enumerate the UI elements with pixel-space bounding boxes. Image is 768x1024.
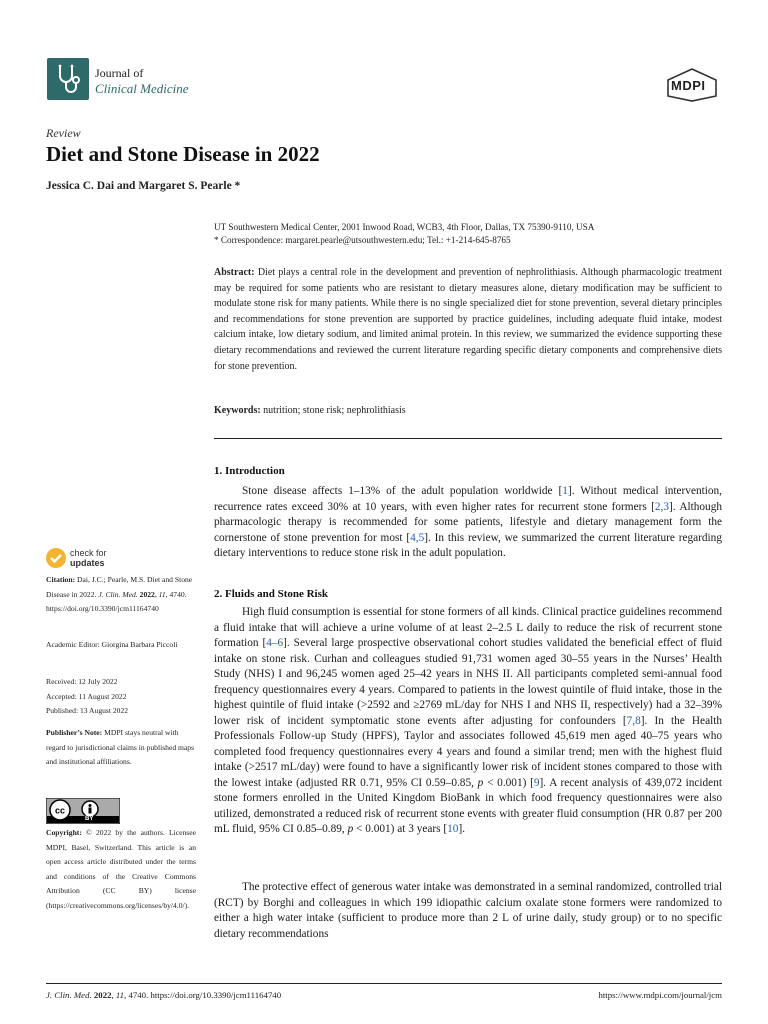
- abstract: [214, 265, 722, 374]
- affiliation-block: [214, 221, 724, 247]
- abstract-label: Abstract:: [214, 267, 255, 278]
- publisher-note-text: MDPI stays neutral with regard to jurisdictional claims in published maps and institutional affiliations.: [46, 728, 195, 767]
- text: < 0.001) [: [483, 776, 534, 789]
- mdpi-logo: [666, 68, 718, 102]
- reference-link[interactable]: 4,5: [410, 531, 425, 544]
- text: ].: [458, 823, 466, 835]
- text: ]. In this review, we summarized the current literature regarding dietary interventions to reduce stone risk in the adult population.: [214, 531, 722, 559]
- footer-citation: J. Clin. Med. 2022, 11, 4740. https://doi.org/10.3390/jcm11164740: [46, 990, 282, 1000]
- journal-name: [95, 66, 189, 96]
- text: p: [477, 776, 484, 789]
- text: ]. A recent analysis of 439,072 incident stone formers enrolled in the United Kingdom BioBank in which food frequency questionnaires were also utilized, demonstrated a reduced risk of recurrent stone events with greater fluid consumption (HR 0.87 per 200 mL fluid, 95% CI 0.85–0.89,: [214, 776, 722, 835]
- received-date: Received: 12 July 2022: [46, 677, 118, 686]
- footer-volume: 11: [115, 990, 125, 1000]
- section-heading-fluids: 2. Fluids and Stone Risk: [214, 588, 329, 600]
- accepted-date: Accepted: 11 August 2022: [46, 691, 127, 701]
- reference-link[interactable]: 2,3: [654, 500, 669, 513]
- text: ]. In the Health Professionals Follow-up Study (HPFS), Taylor and associates followed 45,619 men aged 40–75 years who completed food frequency questionnaires every 4 years and found a similar trend; men with the highest fluid intake (>2517 mL/day) were found to have a significantly lower risk of incident stones compared to those with the lowest intake (adjusted RR 0.71, 95% CI 0.59–0.85,: [214, 714, 723, 789]
- cc-by-text: BY: [85, 816, 94, 822]
- keywords-text: nutrition; stone risk; nephrolithiasis: [263, 405, 406, 416]
- stethoscope-icon: [47, 58, 89, 100]
- keywords-label: Keywords:: [214, 405, 261, 416]
- section-heading-introduction: 1. Introduction: [214, 465, 285, 477]
- copyright-text: © 2022 by the authors. Licensee MDPI, Basel, Switzerland. This article is an open access article distributed under the terms and conditions of the Creative Commons Attribution (CC BY) license (https://creativecommons.org/licenses/by/4.0/).: [46, 828, 196, 910]
- journal-logo: [47, 58, 89, 100]
- citation-text: Dai, J.C.; Pearle, M.S. Diet and Stone Disease in 2022.: [46, 575, 193, 599]
- citation-year: 2022: [139, 589, 155, 599]
- text: High fluid consumption is essential for stone formers of all kinds. Clinical practice guidelines recommend a fluid intake that will achieve a urine volume of at least 2–2.5 L daily to reduce the risk of recurrent stone formation [: [214, 606, 722, 649]
- correspondence: * Correspondence: margaret.pearle@utsouthwestern.edu; Tel.: +1-214-645-8765: [214, 235, 511, 245]
- creative-commons-icon: [46, 798, 120, 824]
- footer-year: 2022: [93, 990, 112, 1000]
- citation-doi: , 4740. https://doi.org/10.3390/jcm11164740: [46, 589, 187, 614]
- text: ]. Without medical intervention, recurrence rates exceed 30% at 10 years, with even higher rates for recurrent stone formers [: [214, 485, 722, 513]
- publisher-note-label: Publisher’s Note:: [46, 728, 103, 737]
- dates: [46, 675, 196, 719]
- text: p: [347, 823, 354, 835]
- cc-by-license-badge[interactable]: [46, 798, 120, 824]
- footer-journal-url[interactable]: https://www.mdpi.com/journal/jcm: [598, 990, 722, 1000]
- footer-divider: [46, 983, 722, 984]
- article-type: Review: [46, 126, 81, 140]
- journal-title: Clinical Medicine: [95, 81, 189, 96]
- copyright: [46, 826, 196, 914]
- published-date: Published: 13 August 2022: [46, 706, 129, 716]
- text: Stone disease affects 1–13% of the adult population worldwide [: [242, 485, 563, 497]
- paragraph-introduction: [214, 484, 722, 562]
- affiliation: UT Southwestern Medical Center, 2001 Inwood Road, WCB3, 4th Floor, Dallas, TX 75390-9110, USA: [214, 222, 595, 232]
- reference-link[interactable]: 4–6: [266, 637, 284, 649]
- reference-link[interactable]: 9: [533, 776, 540, 789]
- citation-label: Citation:: [46, 575, 76, 584]
- reference-link[interactable]: 1: [562, 485, 568, 497]
- divider: [214, 438, 722, 439]
- abstract-text: Diet plays a central role in the development and prevention of nephrolithiasis. Although pharmacologic treatment may be required for some patients who are resistant to dietary measures alone, dietary modification may be sufficient to modulate stone risk for many patients. While there is no single specialized diet for stone prevention, several dietary principles and recommendations for stone prevention are supported by practice guidelines, including adequate fluid intake, modest calcium intake, low dietary sodium, and limited animal protein. In this review, we summarized the evidence supporting these dietary recommendations and reviewed the current literature regarding specific dietary components and comprehensive diets for stone prevention.: [214, 267, 722, 372]
- text: ]. Although pharmacologic therapy is recommended for some patients, lifestyle and dietary management form the cornerstone of stone prevention for most [: [214, 500, 723, 544]
- mdpi-logo-text: MDPI: [671, 78, 706, 93]
- check-updates-icon: [46, 548, 66, 568]
- svg-text:cc: cc: [54, 805, 66, 816]
- citation: Citation: Dai, J.C.; Pearle, M.S. Diet and Stone Disease in 2022. J. Clin. Med. 2022, 11, 4740. https://doi.org/10.3390/jcm11164740: [46, 575, 193, 614]
- academic-editor: Academic Editor: Giorgina Barbara Piccoli: [46, 640, 178, 649]
- authors: Jessica C. Dai and Margaret S. Pearle *: [46, 180, 241, 192]
- footer-journal: J. Clin. Med.: [46, 990, 92, 1000]
- reference-link[interactable]: 7,8: [626, 714, 641, 727]
- footer-doi[interactable]: , 4740. https://doi.org/10.3390/jcm11164740: [124, 990, 282, 1000]
- paragraph-fluids-2: The protective effect of generous water intake was demonstrated in a seminal randomized, controlled trial (RCT) by Borghi and colleagues in which 199 idiopathic calcium oxalate stone formers were randomized to either a high water intake (sufficient to produce more than 2 L of urine daily, study group) or to no specific dietary recommendations: [214, 881, 722, 940]
- keywords: [214, 405, 722, 416]
- article-title: Diet and Stone Disease in 2022: [46, 142, 320, 166]
- citation-journal: J. Clin. Med.: [98, 589, 138, 599]
- paragraph-fluids-1: [214, 605, 722, 838]
- journal-of-label: Journal of: [95, 66, 144, 80]
- check-for-updates-button[interactable]: [46, 546, 126, 572]
- publisher-note: [46, 726, 196, 770]
- citation-volume: 11: [158, 589, 166, 599]
- check-updates-line1: check for: [70, 548, 107, 558]
- text: < 0.001) at 3 years [: [353, 823, 448, 835]
- reference-link[interactable]: 10: [447, 823, 459, 835]
- copyright-label: Copyright:: [46, 828, 82, 837]
- check-updates-line2: updates: [70, 558, 105, 568]
- text: ]. Several large prospective observational cohort studies validated the beneficial effect of fluid intake on stone risk. Curhan and colleagues studied 91,731 women aged 30–55 years in the Nurses’ Health Study (NHS) I and 96,245 women aged 25–42 years in NHS II. All participants completed semi-annual food frequency questionnaires every 4 years. Compared to patients in the lowest quintile of fluid intake, those in the highest quintile of fluid intake (>2592 and ≥2769 mL/day for NHS I and NHS II, respectively) had a 32–39% lower risk of incident symptomatic stone events after adjusting for confounders [: [214, 637, 722, 727]
